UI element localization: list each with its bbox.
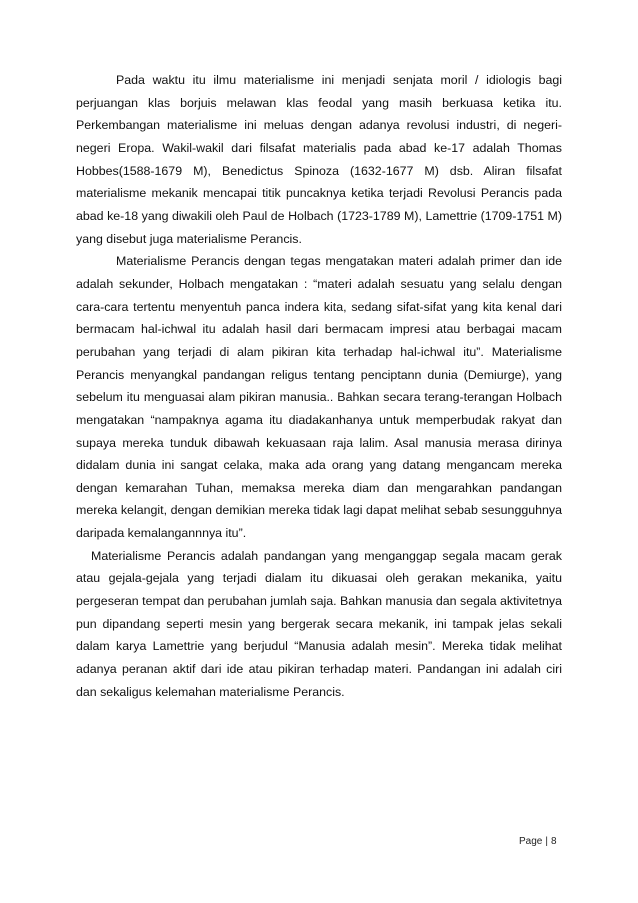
paragraph-1: Pada waktu itu ilmu materialisme ini menjadi senjata moril / idiologis bagi perjuangan klas borjuis melawan klas feodal yang masih berkuasa ketika itu. Perkembangan materialisme ini meluas dengan adanya revolusi industri, di negeri-negeri Eropa. Wakil-wakil dari filsafat materialis pada abad ke-17 adalah Thomas Hobbes(1588-1679 M), Benedictus Spinoza (1632-1677 M) dsb. Aliran filsafat materialisme mekanik mencapai titik puncaknya ketika terjadi Revolusi Perancis pada abad ke-18 yang diwakili oleh Paul de Holbach (1723-1789 M), Lamettrie (1709-1751 M) yang disebut juga materialisme Perancis. — [76, 73, 562, 246]
page-footer — [519, 836, 557, 847]
paragraph-3: Materialisme Perancis adalah pandangan yang menganggap segala macam gerak atau gejala-gejala yang terjadi dialam itu dikuasai oleh gerakan mekanika, yaitu pergeseran tempat dan perubahan jumlah saja. Bahkan manusia dan segala aktivitetnya pun dipandang seperti mesin yang bergerak secara mekanik, ini tampak jelas sekali dalam karya Lamettrie yang berjudul “Manusia adalah mesin”. Mereka tidak melihat adanya peranan aktif dari ide atau pikiran terhadap materi. Pandangan ini adalah ciri dan sekaligus kelemahan materialisme Perancis. — [76, 548, 562, 699]
paragraph-2: Materialisme Perancis dengan tegas mengatakan materi adalah primer dan ide adalah sekunder, Holbach mengatakan : “materi adalah sesuatu yang selalu dengan cara-cara tertentu menyentuh panca indera kita, sedang sifat-sifat yang kita kenal dari bermacam hal-ichwal itu adalah hasil dari bermacam impresi atau berbagai macam perubahan yang terjadi di alam pikiran kita terhadap hal-ichwal itu”. Materialisme Perancis menyangkal pandangan religus tentang penciptann dunia (Demiurge), yang sebelum itu menguasai alam pikiran manusia.. Bahkan secara terang-terangan Holbach mengatakan “nampaknya agama itu diadakanhanya untuk memperbudak rakyat dan supaya mereka tunduk dibawah kekuasaan raja lalim. Asal manusia merasa dirinya didalam dunia ini sangat celaka, maka ada orang yang datang mengancam mereka dengan kemarahan Tuhan, memaksa mereka diam dan mengarahkan pandangan mereka kelangit, dengan demikian mereka tidak lagi dapat melihat sebab sesungguhnya daripada kemalangannnya itu”. — [76, 254, 562, 541]
body-text — [76, 69, 562, 703]
page-separator: | — [545, 836, 548, 847]
page-number: 8 — [550, 836, 557, 847]
page-label: Page — [519, 836, 543, 847]
